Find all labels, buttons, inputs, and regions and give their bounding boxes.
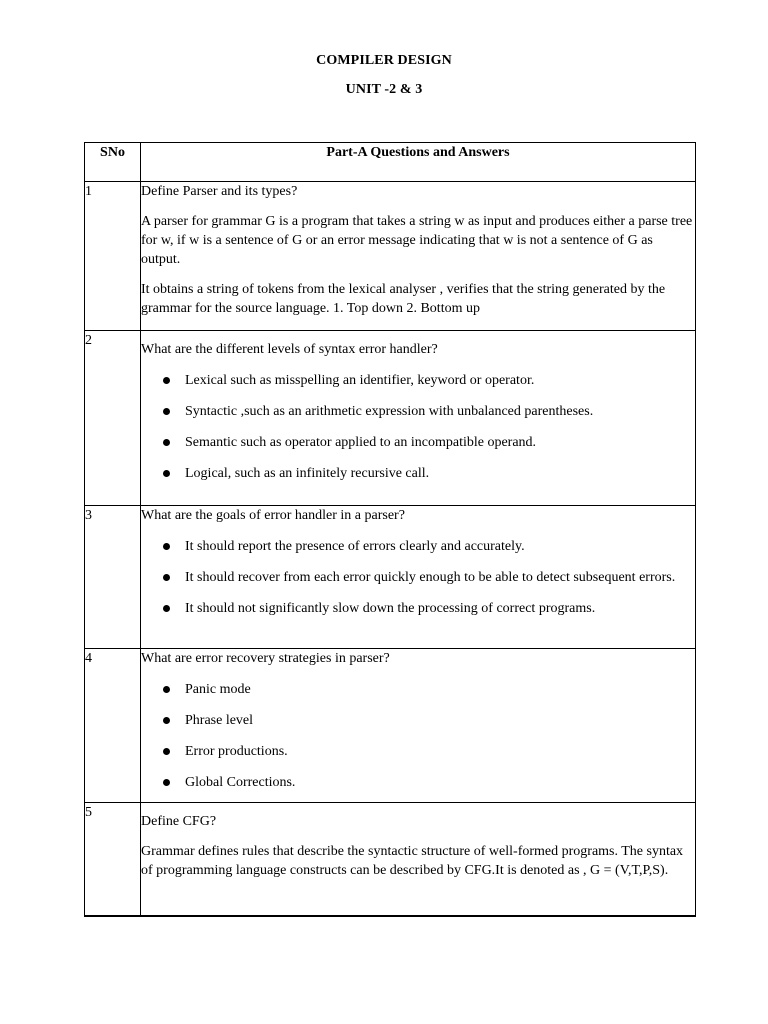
- row-content: [141, 331, 696, 506]
- qa-table: [84, 142, 696, 917]
- bullet-icon: [163, 686, 170, 693]
- bullet-list: [141, 371, 695, 483]
- bullet-list: [141, 537, 695, 618]
- bullet-icon: [163, 543, 170, 550]
- bullet-icon: [163, 377, 170, 384]
- list-item: Error productions.: [141, 742, 695, 761]
- table-row: [85, 649, 696, 803]
- question-text: Define Parser and its types?: [141, 184, 298, 199]
- row-content: [141, 506, 696, 649]
- row-content: [141, 182, 696, 331]
- bullet-icon: [163, 748, 170, 755]
- row-number: 5: [85, 803, 141, 917]
- list-item: It should not significantly slow down the processing of correct programs.: [141, 599, 695, 618]
- question-text: Define CFG?: [141, 814, 217, 829]
- list-item: Lexical such as misspelling an identifier, keyword or operator.: [141, 371, 695, 390]
- table-row: [85, 182, 696, 331]
- answer-paragraph: A parser for grammar G is a program that takes a string w as input and produces either a parse tree for w, if w is a sentence of G or an error message indicating that w is not a sentence of G as output.: [141, 214, 693, 267]
- document-subtitle: UNIT -2 & 3: [345, 82, 423, 97]
- bullet-icon: [163, 717, 170, 724]
- row-content: [141, 649, 696, 803]
- row-number: 2: [85, 331, 141, 506]
- list-item: Global Corrections.: [141, 773, 695, 792]
- question-text: What are error recovery strategies in parser?: [141, 651, 390, 666]
- list-item: Syntactic ,such as an arithmetic expression with unbalanced parentheses.: [141, 402, 695, 421]
- row-number: 1: [85, 182, 141, 331]
- table-header-row: [85, 143, 696, 182]
- answer-paragraph: It obtains a string of tokens from the lexical analyser , verifies that the string generated by the grammar for the source language. 1. Top down 2. Bottom up: [141, 282, 666, 316]
- list-item: It should recover from each error quickly enough to be able to detect subsequent errors.: [141, 568, 695, 587]
- list-item: It should report the presence of errors clearly and accurately.: [141, 537, 695, 556]
- list-item: Semantic such as operator applied to an incompatible operand.: [141, 433, 695, 452]
- question-text: What are the goals of error handler in a parser?: [141, 508, 405, 523]
- bullet-list: [141, 680, 695, 792]
- row-content: [141, 803, 696, 917]
- bullet-icon: [163, 779, 170, 786]
- question-text: What are the different levels of syntax error handler?: [141, 342, 438, 357]
- column-header-sno: SNo: [85, 143, 141, 182]
- list-item: Panic mode: [141, 680, 695, 699]
- table-row: [85, 803, 696, 917]
- list-item: Logical, such as an infinitely recursive call.: [141, 464, 695, 483]
- bullet-icon: [163, 574, 170, 581]
- bullet-icon: [163, 605, 170, 612]
- bullet-icon: [163, 408, 170, 415]
- row-number: 4: [85, 649, 141, 803]
- table-row: [85, 506, 696, 649]
- table-row: [85, 331, 696, 506]
- row-number: 3: [85, 506, 141, 649]
- bullet-icon: [163, 439, 170, 446]
- answer-paragraph: Grammar defines rules that describe the syntactic structure of well-formed programs. The syntax of programming language constructs can be described by CFG.It is denoted as , G = (V,T,P,S).: [141, 844, 684, 878]
- bullet-icon: [163, 470, 170, 477]
- list-item: Phrase level: [141, 711, 695, 730]
- column-header-qa: Part-A Questions and Answers: [141, 143, 696, 182]
- document-title: COMPILER DESIGN: [316, 53, 452, 68]
